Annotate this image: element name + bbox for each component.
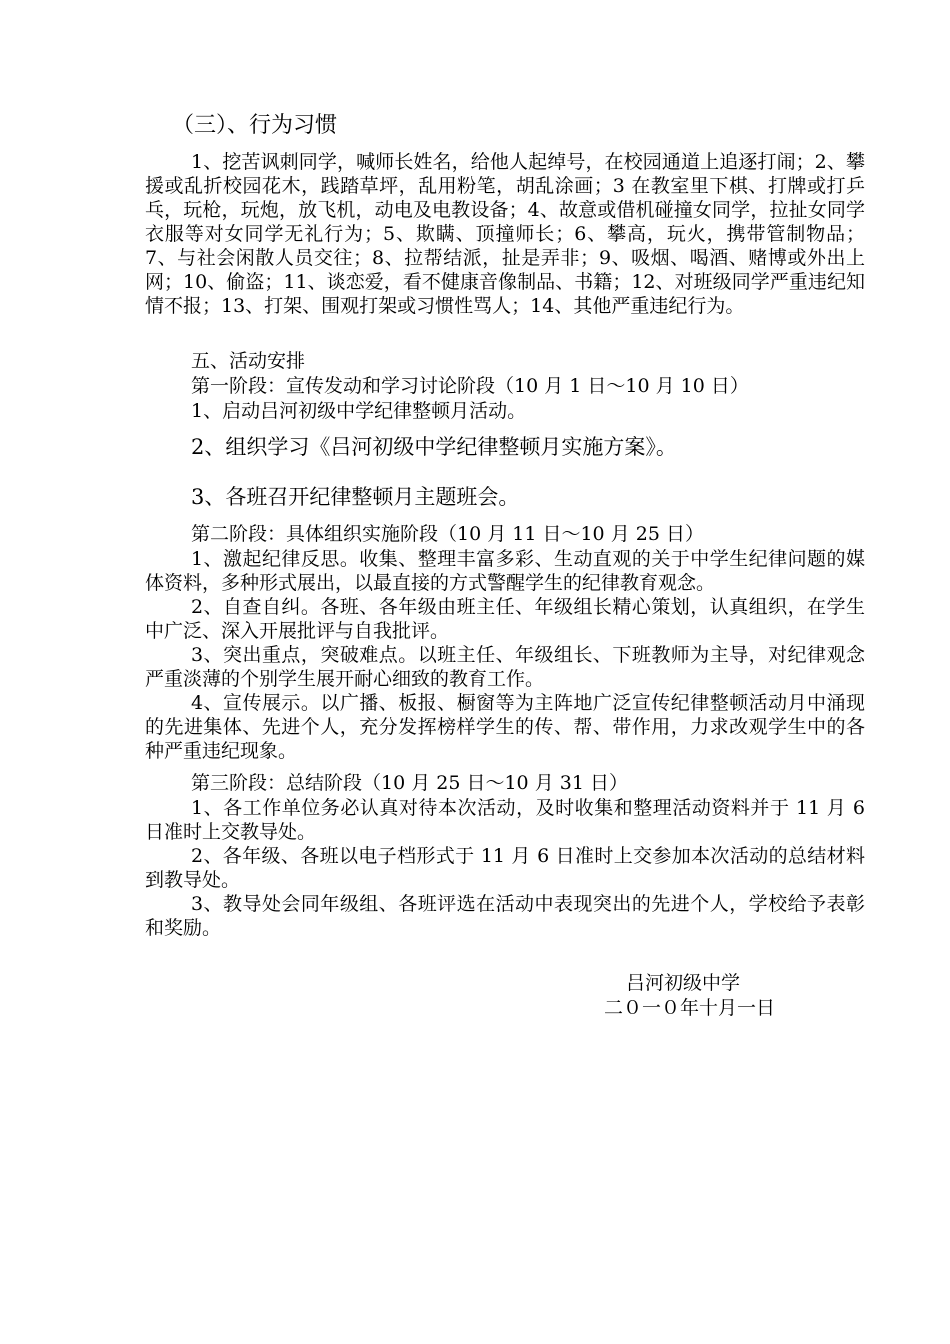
stage1-title: 第一阶段：宣传发动和学习讨论阶段（10 月 1 日～10 月 10 日） xyxy=(191,375,749,397)
stage3-item3: 3、教导处会同年级组、各班评选在活动中表现突出的先进个人，学校给予表彰和奖励。 xyxy=(145,893,865,939)
stage3-title: 第三阶段：总结阶段（10 月 25 日～10 月 31 日） xyxy=(191,772,628,794)
behavior-text: 1、挖苦讽刺同学，喊师长姓名，给他人起绰号，在校园通道上追逐打闹；2、攀援或乱折校园花木，践踏草坪，乱用粉笔，胡乱涂画；3 在教室里下棋、打牌或打乒乓，玩枪，玩炮，放飞机，动电及电教设备；4、故意或借机碰撞女同学，拉扯女同学衣服等对女同学无礼行为；5、欺瞒、顶撞师长；6、攀高，玩火，携带管制物品；7、与社会闲散人员交往；8、拉帮结派，扯是弄非；9、吸烟、喝酒、赌博或外出上网；10、偷盗；11、谈恋爱，看不健康音像制品、书籍；12、对班级同学严重违纪知情不报；13、打架、围观打架或习惯性骂人；14、其他严重违纪行为。 xyxy=(145,151,865,317)
stage1-item1: 1、启动吕河初级中学纪律整顿月活动。 xyxy=(191,400,527,422)
signature-date: 二０一０年十月一日 xyxy=(604,997,776,1019)
section-heading-behavior: （三）、行为习惯 xyxy=(172,113,338,138)
stage3-items xyxy=(145,796,865,940)
behavior-list-paragraph xyxy=(145,150,865,318)
section-heading-activity: 五、活动安排 xyxy=(191,350,306,372)
stage2-item4: 4、宣传展示。以广播、板报、橱窗等为主阵地广泛宣传纪律整顿活动月中涌现的先进集体、先进个人，充分发挥榜样学生的传、帮、带作用，力求改观学生中的各种严重违纪现象。 xyxy=(145,692,865,762)
stage1-item3: 3、各班召开纪律整顿月主题班会。 xyxy=(191,485,520,509)
stage3-item2: 2、各年级、各班以电子档形式于 11 月 6 日准时上交参加本次活动的总结材料到教导处。 xyxy=(145,845,865,891)
stage3-item1: 1、各工作单位务必认真对待本次活动，及时收集和整理活动资料并于 11 月 6 日准时上交教导处。 xyxy=(145,797,865,843)
stage1-item2: 2、组织学习《吕河初级中学纪律整顿月实施方案》。 xyxy=(191,435,677,459)
stage2-items xyxy=(145,547,865,763)
stage2-item3: 3、突出重点，突破难点。以班主任、年级组长、下班教师为主导，对纪律观念严重淡薄的个别学生展开耐心细致的教育工作。 xyxy=(145,644,865,690)
stage2-title: 第二阶段：具体组织实施阶段（10 月 11 日～10 月 25 日） xyxy=(191,523,704,545)
signature-school: 吕河初级中学 xyxy=(626,972,741,994)
stage2-item2: 2、自查自纠。各班、各年级由班主任、年级组长精心策划，认真组织，在学生中广泛、深入开展批评与自我批评。 xyxy=(145,596,865,642)
stage2-item1: 1、激起纪律反思。收集、整理丰富多彩、生动直观的关于中学生纪律问题的媒体资料，多种形式展出，以最直接的方式警醒学生的纪律教育观念。 xyxy=(145,548,865,594)
